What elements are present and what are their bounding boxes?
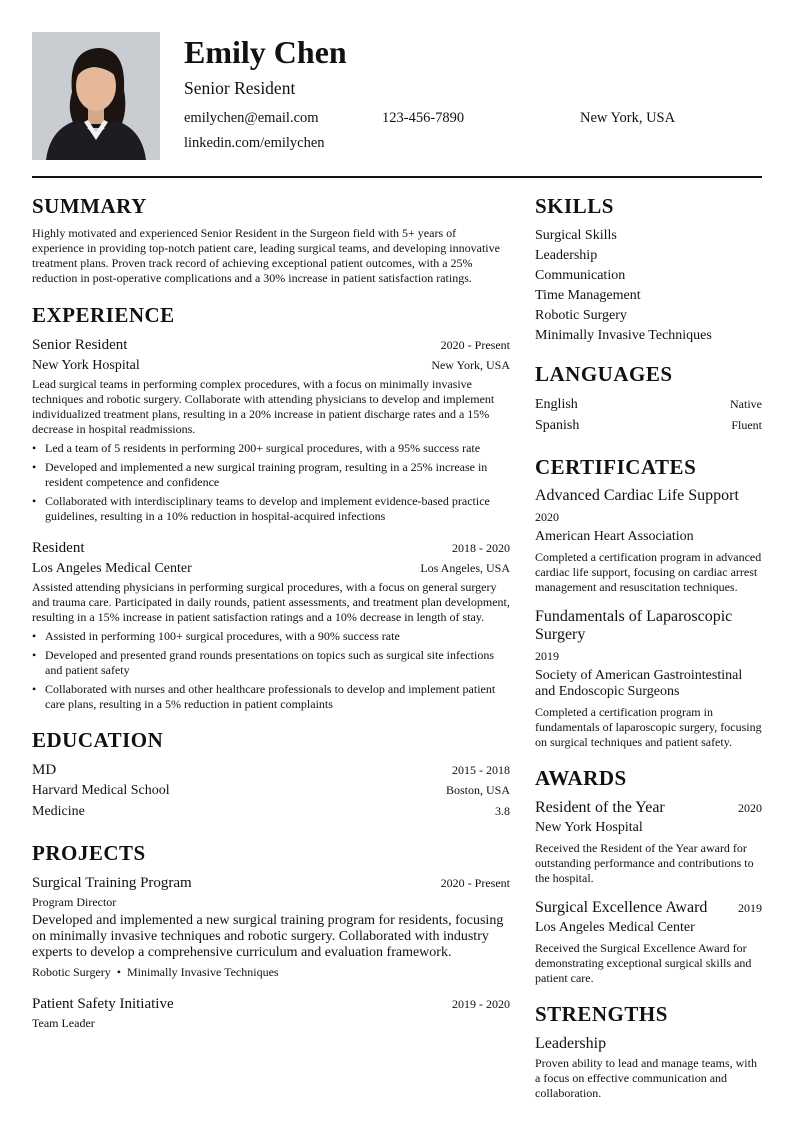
gpa: 3.8 [495,804,510,818]
award-org: New York Hospital [535,820,643,835]
school-name: Harvard Medical School [32,783,170,798]
project-role: Team Leader [32,1016,95,1030]
award-item [535,798,762,886]
candidate-name: Emily Chen [184,34,347,70]
project-name: Surgical Training Program [32,875,192,891]
language-level: Native [730,397,762,411]
job-bullet: • Collaborated with interdisciplinary teams to develop and implement evidence-based practice guidelines, resulting in a 10% reduction in hospital-acquired infections [32,494,510,524]
skills-heading: SKILLS [535,194,614,218]
award-date: 2020 [738,801,762,815]
skills-section [535,194,762,346]
language-row [535,415,762,436]
job-role: Senior Resident [32,337,128,353]
strength-name: Leadership [535,1035,607,1052]
projects-heading: PROJECTS [32,841,146,865]
job-bullets [32,629,510,712]
language-level: Fluent [731,418,762,432]
job-description: Lead surgical teams in performing complex procedures, with a focus on minimally invasive techniques and robotic surgery. Collaborate with attending physicians to develop and implement individualized treatment plans, resulting in a 20% increase in patient discharge rates and a 15% decrease in hospital readmissions. [32,377,495,436]
awards-section [535,766,762,986]
certificate-item [535,608,762,750]
experience-section [32,303,510,712]
languages-section [535,362,762,436]
linkedin-link[interactable]: linkedin.com/emilychen [184,135,325,151]
certificates-heading: CERTIFICATES [535,455,697,479]
summary-heading: SUMMARY [32,194,147,218]
skill-item: Time Management [535,288,641,303]
job-bullet: • Collaborated with nurses and other healthcare professionals to develop and implement patient care plans, resulting in a 5% reduction in patient complaints [32,682,510,712]
experience-heading: EXPERIENCE [32,303,175,327]
school-location: Boston, USA [445,783,510,797]
job-dates: 2020 - Present [440,338,510,352]
right-column [535,194,762,1101]
language-name: English [535,397,578,412]
job-org: New York Hospital [32,358,140,373]
skill-item: Robotic Surgery [535,308,627,323]
award-org: Los Angeles Medical Center [535,920,695,935]
skill-item: Minimally Invasive Techniques [535,328,712,343]
tag-separator: • [116,965,121,979]
education-heading: EDUCATION [32,728,164,752]
certificates-section [535,455,762,750]
certificate-description: Completed a certification program in fundamentals of laparoscopic surgery, focusing on surgical techniques and patient safety. [535,705,762,749]
profile-photo [32,32,160,160]
language-name: Spanish [535,418,580,433]
skill-item: Communication [535,268,626,283]
job-bullet: • Led a team of 5 residents in performing 200+ surgical procedures, with a 95% success rate [32,441,510,456]
award-item [535,898,762,986]
certificate-issuer: Society of American Gastrointestinal and Endoscopic Surgeons [535,668,743,699]
certificate-description: Completed a certification program in advanced cardiac life support, focusing on cardiac arrest management and resuscitation techniques. [535,550,762,594]
certificate-issuer: American Heart Association [535,529,694,544]
awards-heading: AWARDS [535,766,627,790]
header-info [184,32,762,152]
experience-item [32,538,510,712]
project-dates: 2019 - 2020 [452,997,510,1011]
field-of-study: Medicine [32,804,85,819]
strength-description: Proven ability to lead and manage teams, with a focus on effective communication and collaboration. [535,1056,757,1100]
project-item [32,994,510,1032]
project-tag: Robotic Surgery [32,965,111,979]
phone-number: 123-456-7890 [382,110,465,126]
job-org: Los Angeles Medical Center [32,561,192,576]
job-bullet: • Developed and implemented a new surgical training program, resulting in a 25% increase in resident competence and confidence [32,460,510,490]
job-location: New York, USA [431,358,510,372]
strength-item [535,1034,762,1101]
summary-text: Highly motivated and experienced Senior Resident in the Surgeon field with 5+ years of experience in providing top-notch patient care, leading surgical teams, and developing innovative treatment plans. Proven track record of achieving exceptional patient outcomes, with a 25% reduction in post-operative complications and a 30% increase in patient satisfaction ratings. [32,226,500,285]
job-bullet: • Assisted in performing 100+ surgical procedures, with a 90% success rate [32,629,510,644]
award-description: Received the Resident of the Year award for outstanding performance and contributions to the hospital. [535,841,754,885]
job-bullets [32,441,510,524]
certificate-date: 2019 [535,649,559,663]
education-dates: 2015 - 2018 [452,763,510,777]
certificate-name: Advanced Cardiac Life Support [535,487,739,504]
location-text: New York, USA [580,110,676,126]
skill-item: Surgical Skills [535,228,617,243]
award-date: 2019 [738,901,762,915]
contact-row [184,109,762,127]
job-location: Los Angeles, USA [420,561,510,575]
summary-section [32,194,510,286]
project-tags [32,964,510,980]
projects-section [32,841,510,1032]
strengths-section [535,1002,762,1101]
project-dates: 2020 - Present [440,876,510,890]
award-name: Surgical Excellence Award [535,899,708,916]
degree: MD [32,762,57,778]
languages-heading: LANGUAGES [535,362,673,386]
language-row [535,394,762,415]
strengths-heading: STRENGTHS [535,1002,668,1026]
project-item [32,873,510,980]
project-description: Developed and implemented a new surgical training program for residents, focusing on minimally invasive techniques and robotic surgery. Collaborated with industry experts to develop a comprehensive curriculum and evaluation framework. [32,913,504,960]
job-description: Assisted attending physicians in performing surgical procedures, with a focus on general surgery and trauma care. Participated in daily rounds, patient assessments, and treatment plan development, resulting in a 15% increase in patient satisfaction ratings and a 10% decrease in length of stay. [32,580,510,624]
project-role: Program Director [32,895,117,909]
email-link[interactable]: emilychen@email.com [184,110,319,126]
award-name: Resident of the Year [535,799,665,816]
job-role: Resident [32,540,85,556]
candidate-title: Senior Resident [184,78,296,98]
certificate-name: Fundamentals of Laparoscopic Surgery [535,608,733,643]
header-divider [32,176,762,178]
left-column [32,194,510,1032]
project-tag: Minimally Invasive Techniques [126,965,279,979]
certificate-date: 2020 [535,510,559,524]
certificate-item [535,487,762,595]
job-bullet: • Developed and presented grand rounds presentations on topics such as surgical site infections and patient safety [32,648,510,678]
skill-item: Leadership [535,248,598,263]
job-dates: 2018 - 2020 [452,541,510,555]
project-name: Patient Safety Initiative [32,996,174,1012]
award-description: Received the Surgical Excellence Award for demonstrating exceptional surgical skills and patient care. [535,941,752,985]
education-section [32,728,510,822]
experience-item [32,335,510,524]
resume-header [32,32,762,160]
